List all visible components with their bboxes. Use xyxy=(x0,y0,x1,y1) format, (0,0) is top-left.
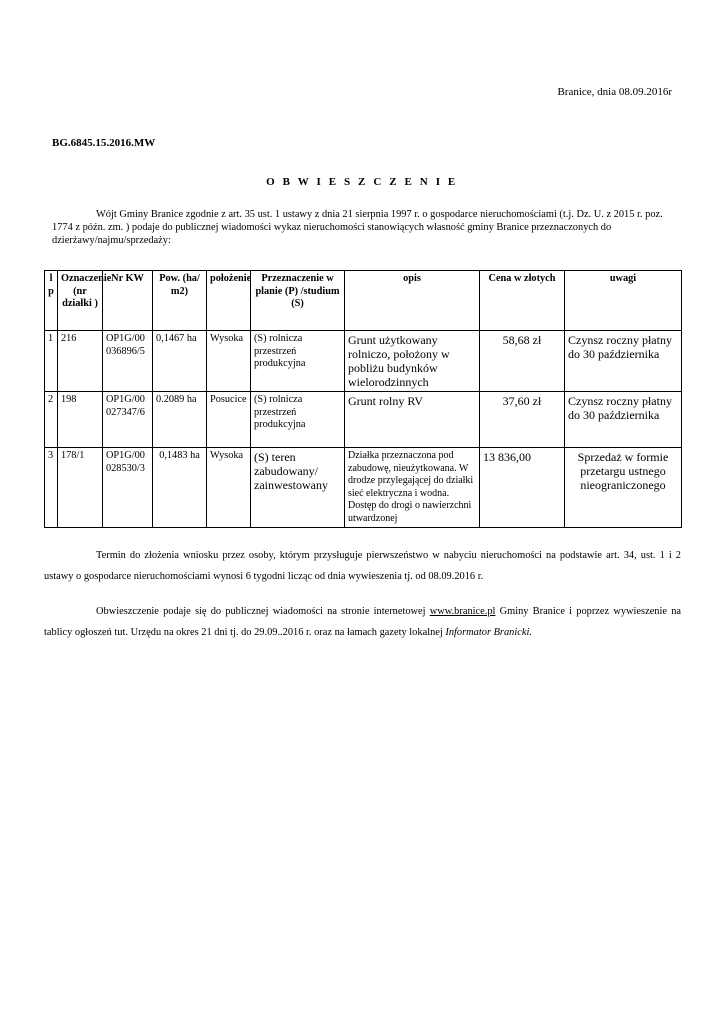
table-row xyxy=(45,392,682,448)
cell-dzialka: 178/1 xyxy=(58,448,103,528)
cell-opis: Grunt rolny RV xyxy=(345,392,480,448)
reference-number: BG.6845.15.2016.MW xyxy=(52,137,156,149)
cell-cena: 13 836,00 xyxy=(480,448,565,528)
cell-kw: OP1G/00028530/3 xyxy=(103,448,153,528)
table-row xyxy=(45,331,682,392)
header-dzialka: Oznaczenie (nr działki ) xyxy=(58,271,103,331)
cell-przeznaczenie: (S) rolnicza przestrzeń produkcyjna xyxy=(251,392,345,448)
website-link[interactable]: www.branice.pl xyxy=(429,606,496,617)
publication-paragraph xyxy=(44,601,681,643)
cell-cena: 58,68 zł xyxy=(480,331,565,392)
cell-dzialka: 216 xyxy=(58,331,103,392)
cell-pow: 0,1467 ha xyxy=(153,331,207,392)
header-kw: Nr KW xyxy=(103,271,153,331)
table-header-row xyxy=(45,271,682,331)
deadline-paragraph: Termin do złożenia wniosku przez osoby, którym przysługuje pierwszeństwo w nabyciu nieruchomości na podstawie art. 34, ust. 1 i 2 ustawy o gospodarce nieruchomościami wynosi 6 tygodni licząc od dnia wywieszenia tj. od 08.09.2016 r. xyxy=(44,550,681,582)
cell-lp: 1 xyxy=(45,331,58,392)
cell-kw: OP1G/00036896/5 xyxy=(103,331,153,392)
cell-lp: 2 xyxy=(45,392,58,448)
cell-kw: OP1G/00027347/6 xyxy=(103,392,153,448)
cell-uwagi: Czynsz roczny płatny do 30 października xyxy=(565,331,682,392)
cell-cena: 37,60 zł xyxy=(480,392,565,448)
header-opis: opis xyxy=(345,271,480,331)
cell-polozenie: Wysoka xyxy=(207,331,251,392)
cell-polozenie: Wysoka xyxy=(207,448,251,528)
cell-opis: Grunt użytkowany rolniczo, położony w pobliżu budynków wielorodzinnych xyxy=(345,331,480,392)
table-row xyxy=(45,448,682,528)
header-polozenie: położenie xyxy=(207,271,251,331)
cell-polozenie: Posucice xyxy=(207,392,251,448)
cell-opis: Działka przeznaczona pod zabudowę, nieużytkowana. W drodze przylegającej do działki sieć elektryczna i wodna. Dostęp do drogi o nawierzchni utwardzonej xyxy=(345,448,480,528)
cell-lp: 3 xyxy=(45,448,58,528)
cell-uwagi: Czynsz roczny płatny do 30 października xyxy=(565,392,682,448)
document-title: O B W I E S Z C Z E N I E xyxy=(266,176,458,188)
cell-dzialka: 198 xyxy=(58,392,103,448)
intro-paragraph: Wójt Gminy Branice zgodnie z art. 35 ust. 1 ustawy z dnia 21 sierpnia 1997 r. o gospodarce nieruchomościami (t.j. Dz. U. z 2015 r. poz. 1774 z późn. zm. ) podaje do publicznej wiadomości wykaz nieruchomości stanowiących własność gminy Branice przeznaczonych do dzierżawy/najmu/sprzedaży: xyxy=(52,209,663,246)
header-pow: Pow. (ha/ m2) xyxy=(153,271,207,331)
publication-text-after-link: Gminy Branice i poprzez wywieszenie na tablicy ogłoszeń tut. Urzędu na okres 21 dni tj. do 29.09..2016 r. oraz na łamach gazety lokalnej xyxy=(44,606,681,638)
header-cena: Cena w złotych xyxy=(480,271,565,331)
property-table xyxy=(44,270,682,528)
cell-przeznaczenie: (S) rolnicza przestrzeń produkcyjna xyxy=(251,331,345,392)
newspaper-name: Informator Branicki. xyxy=(445,627,532,638)
header-przeznaczenie: Przeznaczenie w planie (P) /studium (S) xyxy=(251,271,345,331)
header-lp: l p xyxy=(45,271,58,331)
cell-przeznaczenie: (S) teren zabudowany/ zainwestowany xyxy=(251,448,345,528)
publication-text-before-link: Obwieszczenie podaje się do publicznej wiadomości na stronie internetowej xyxy=(96,606,430,617)
cell-pow: 0.2089 ha xyxy=(153,392,207,448)
document-date: Branice, dnia 08.09.2016r xyxy=(557,86,672,98)
cell-pow: 0,1483 ha xyxy=(153,448,207,528)
cell-uwagi: Sprzedaż w formie przetargu ustnego nieograniczonego xyxy=(565,448,682,528)
header-uwagi: uwagi xyxy=(565,271,682,331)
